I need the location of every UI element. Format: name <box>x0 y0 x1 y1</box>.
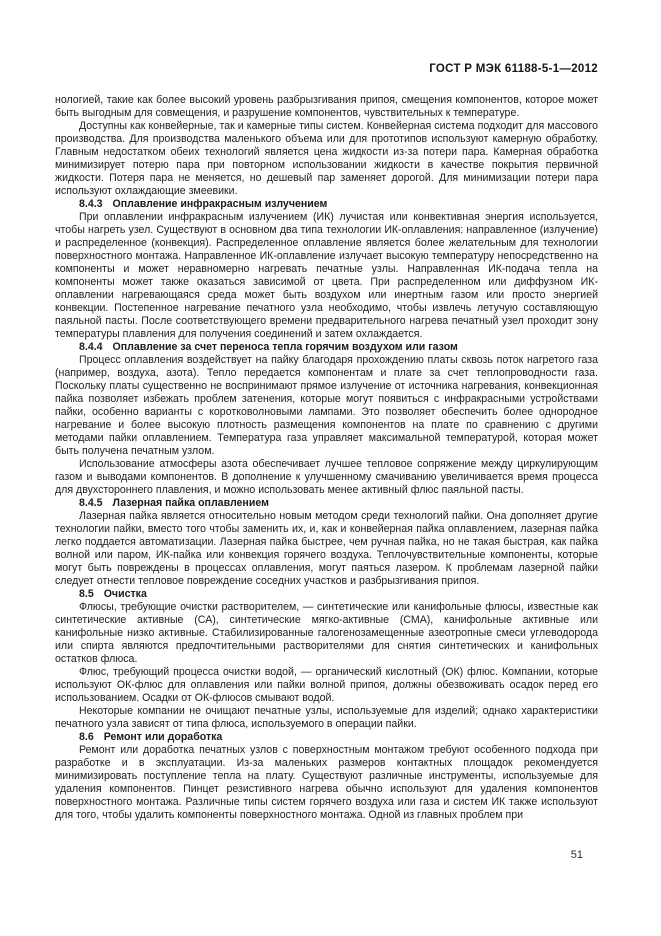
page-number: 51 <box>570 849 583 861</box>
paragraph: При оплавлении инфракрасным излучением (ИК) лучистая или конвективная энергия используется, чтобы нагреть узел. Существуют в основном два типа технологии ИК-оплавления: направленное (излучение) и распределенное (конвекция). Распределенное оплавление является более желательным для технологии поверхностного монтажа. Направленное ИК-оплавление излучает высокую температуру непосредственно на компоненты и может неравномерно нагревать печатные узлы. Направленная ИК-подача тепла на компоненты может также оказаться зависимой от цвета. При распределенном или диффузном ИК-оплавлении нагревающаяся среда может быть воздухом или инертным газом или просто энергией конвекции. Постепенное нагревание печатного узла необходимо, чтобы извлечь летучую составляющую паяльной пасты. После соответствующего времени предварительного нагрева печатный узел проходит зону температуры плавления для получения соединений и затем охлаждается. <box>55 211 598 340</box>
standard-code-header: ГОСТ Р МЭК 61188-5-1—2012 <box>429 63 598 75</box>
paragraph: Доступны как конвейерные, так и камерные типы систем. Конвейерная система подходит для массового производства. Для производства маленького объема или для прототипов используют камерную обработку. Главным недостатком обеих технологий является цена жидкости из-за потери пара. Камерная обработка минимизирует потерю пара при повторном использовании жидкости в качестве покрытия первичной жидкости. Потеря пара не меняется, но дешевый пар заменяет дорогой. Для минимизации потери пара используют охлаждающие змеевики. <box>55 120 598 197</box>
section-title: Оплавление за счет переноса тепла горячим воздухом или газом <box>112 341 458 353</box>
section-heading <box>55 341 598 354</box>
paragraph: Некоторые компании не очищают печатные узлы, используемые для изделий; однако характеристики печатного узла зависят от типа флюса, используемого в операции пайки. <box>55 705 598 730</box>
document-body <box>55 94 598 822</box>
section-heading <box>55 588 598 601</box>
section-title: Лазерная пайка оплавлением <box>112 497 269 509</box>
paragraph: Флюсы, требующие очистки растворителем, — синтетические или канифольные флюсы, известные как синтетические активные (СА), синтетические мягко-активные (СМА), канифольные активные или канифольные низко активные. Стабилизированные галогенозамещенные азеотропные смеси углеводорода или спирта являются предпочтительными растворителями для снятия синтетических и канифольных остатков флюса. <box>55 601 598 665</box>
paragraph: Использование атмосферы азота обеспечивает лучшее тепловое сопряжение между циркулирующим газом и выводами компонентов. В дополнение к улучшенному смачиванию увеличивается время процесса для двухстороннего плавления, и можно использовать менее активный флюс паяльной пасты. <box>55 458 598 496</box>
paragraph: Флюс, требующий процесса очистки водой, — органический кислотный (ОК) флюс. Компании, которые используют ОК-флюс для оплавления или пайки волной припоя, должны обезвоживать осадок перед его использованием. Осадки от ОК-флюсов смывают водой. <box>55 666 598 704</box>
section-title: Очистка <box>103 588 147 600</box>
section-title: Ремонт или доработка <box>103 731 223 743</box>
section-number: 8.4.5 <box>79 497 103 509</box>
paragraph: Ремонт или доработка печатных узлов с поверхностным монтажом требуют особенного подхода при разработке и в эксплуатации. Из-за маленьких размеров контактных площадок рекомендуется минимизировать поступление тепла на плату. Существуют различные инструменты, используемые для удаления компонентов. Пинцет резистивного нагрева обычно используют для удаления компонентов поверхностного монтажа. Различные типы систем горячего воздуха или газа и систем ИК также используют для того, чтобы удалить компоненты поверхностного монтажа. Одной из главных проблем при <box>55 744 598 821</box>
section-number: 8.4.4 <box>79 341 103 353</box>
paragraph: Процесс оплавления воздействует на пайку благодаря прохождению платы сквозь поток нагретого газа (например, воздуха, азота). Тепло передается компонентам и плате за счет теплопроводности газа. Поскольку платы существенно не воспринимают прямое излучение от источника нагревания, конвекционная пайка позволяет избежать проблем затенения, которые могут появиться с инфракрасными устройствами пайки, особенно варианты с коротковолновыми лампами. Это позволяет обеспечить более однородное нагревание и более высокую плотность размещения компонентов на плате по сравнению с другими методами пайки оплавлением. Температура газа управляет максимальной температурой, которая может быть получена печатным узлом. <box>55 354 598 457</box>
section-heading <box>55 198 598 211</box>
section-title: Оплавление инфракрасным излучением <box>112 198 328 210</box>
section-number: 8.4.3 <box>79 198 103 210</box>
section-heading <box>55 731 598 744</box>
section-heading <box>55 497 598 510</box>
section-number: 8.6 <box>79 731 94 743</box>
section-number: 8.5 <box>79 588 94 600</box>
paragraph: нологией, такие как более высокий уровень разбрызгивания припоя, смещения компонентов, которое может быть выгодным для совмещения, и разрушение компонентов, чувствительных к температуре. <box>55 94 598 119</box>
paragraph: Лазерная пайка является относительно новым методом среди технологий пайки. Она дополняет другие технологии пайки, вместо того чтобы заменить их, и, как и конвейерная пайка оплавлением, лазерная пайка легко поддается автоматизации. Лазерная пайка быстрее, чем ручная пайка, но не такая быстрая, как пайка волной или паром, ИК-пайка или конвекция горячего воздуха. Теплочувствительные компоненты, которые могут быть повреждены в процессах оплавления, могут паяться лазером. К проблемам лазерной пайки следует отнести тепловое повреждение соседних участков и разбрызгивания припоя. <box>55 510 598 587</box>
